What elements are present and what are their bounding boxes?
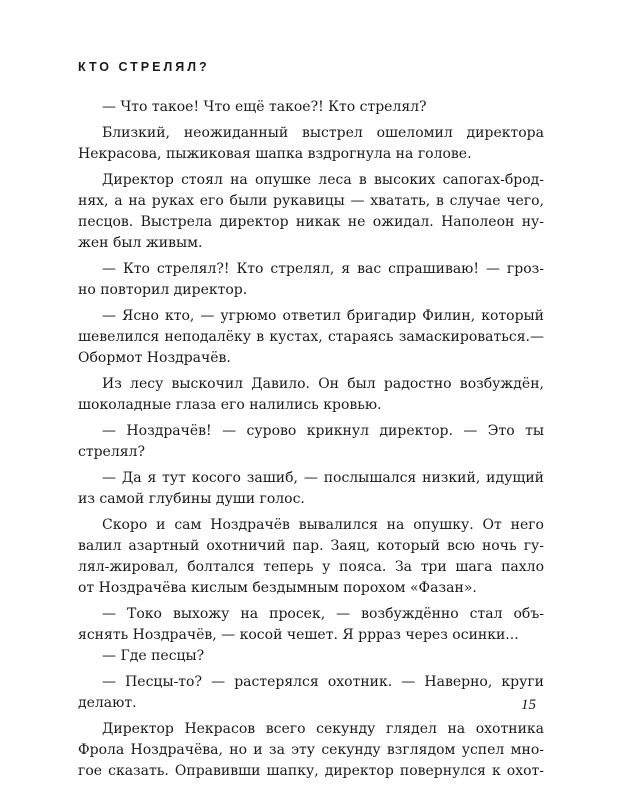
- text-line: Фрола Ноздрачёва, но и за эту секунду взглядом успел мно-: [78, 742, 544, 758]
- text-line: нях, а на руках его были рукавицы — хватать, в случае чего,: [78, 193, 544, 209]
- text-line: лял-жировал, болтался теперь у пояса. За три шага пахло: [78, 559, 544, 575]
- text-line: — Где песцы?: [102, 648, 205, 664]
- text-line: Близкий, неожиданный выстрел ошеломил директора: [102, 125, 544, 141]
- text-line: Скоро и сам Ноздрачёв вывалился на опушку. От него: [102, 517, 544, 533]
- text-line: жен был живым.: [78, 235, 203, 251]
- text-line: песцов. Выстрела директор никак не ожидал. Наполеон ну-: [78, 214, 544, 230]
- text-line: — Да я тут косого зашиб, — послышался низкий, идущий: [102, 470, 544, 486]
- text-line: Некрасова, пыжиковая шапка вздрогнула на голове.: [78, 146, 472, 162]
- text-line: — Ноздрачёв! — сурово крикнул директор. — Это ты: [102, 423, 544, 439]
- text-line: — Песцы-то? — растерялся охотник. — Наверно, круги: [102, 674, 544, 690]
- text-line: гое сказать. Оправивши шапку, директор повернулся к охот-: [78, 763, 544, 779]
- text-line: из самой глубины души голос.: [78, 491, 305, 507]
- text-line: — Ясно кто, — угрюмо ответил бригадир Филин, который: [102, 308, 544, 324]
- text-line: шевелился неподалёку в кустах, стараясь замаскироваться.—: [78, 329, 544, 345]
- page-number: 15: [521, 697, 536, 713]
- text-line: — Токо выхожу на просек, — возбуждённо стал объ-: [102, 606, 544, 622]
- text-line: — Что такое! Что ещё такое?! Кто стрелял?: [102, 99, 427, 115]
- text-line: Директор стоял на опушке леса в высоких сапогах-брод-: [102, 172, 544, 188]
- text-line: от Ноздрачёва кислым бездымным порохом «Фазан».: [78, 580, 477, 596]
- text-line: Обормот Ноздрачёв.: [78, 350, 231, 366]
- text-line: яснять Ноздрачёв, — косой чешет. Я ррраз через осинки...: [78, 627, 519, 643]
- text-line: — Кто стрелял?! Кто стрелял, я вас спрашиваю! — гроз-: [102, 261, 544, 277]
- text-line: Директор Некрасов всего секунду глядел на охотника: [102, 721, 544, 737]
- text-line: стрелял?: [78, 444, 145, 460]
- body-text: [78, 97, 544, 782]
- chapter-title: КТО СТРЕЛЯЛ?: [78, 60, 210, 74]
- text-line: делают.: [78, 695, 137, 711]
- text-line: валил азартный охотничий пар. Заяц, который всю ночь гу-: [78, 538, 544, 554]
- text-line: шоколадные глаза его налились кровью.: [78, 397, 382, 413]
- text-line: Из лесу выскочил Давило. Он был радостно возбуждён,: [102, 376, 544, 392]
- text-line: но повторил директор.: [78, 282, 248, 298]
